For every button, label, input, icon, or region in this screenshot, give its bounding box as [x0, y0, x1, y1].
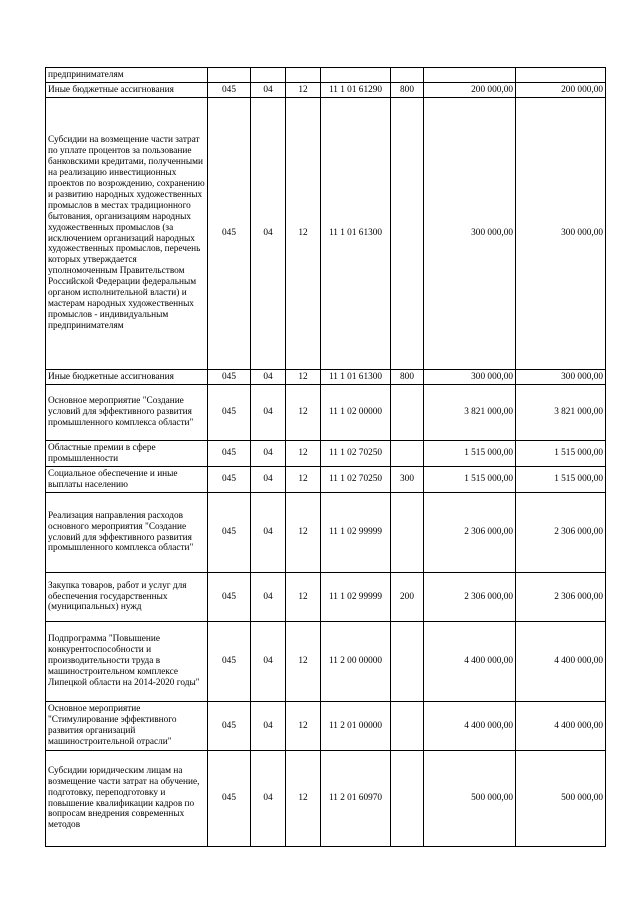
row-name-cell: Подпрограмма "Повышение конкурентоспособности и производительности труда в машиностроительном комплексе Липецкой области на 2014-2020 годы"	[46, 622, 208, 702]
subsection-code-cell: 12	[286, 573, 321, 622]
ministry-code-cell: 045	[208, 370, 251, 385]
ministry-code-cell: 045	[208, 622, 251, 702]
target-article-cell: 11 1 02 70250	[321, 441, 391, 467]
section-code-cell: 04	[251, 83, 286, 98]
target-article-cell: 11 1 02 00000	[321, 385, 391, 441]
expense-type-cell: 300	[391, 467, 424, 493]
table-row	[46, 751, 606, 847]
subsection-code-cell: 12	[286, 493, 321, 573]
expense-type-cell: 800	[391, 83, 424, 98]
table-row	[46, 622, 606, 702]
ministry-code-cell: 045	[208, 493, 251, 573]
expense-type-cell	[391, 622, 424, 702]
ministry-code-cell: 045	[208, 467, 251, 493]
amount-cell-2	[516, 68, 606, 83]
amount-cell-1: 300 000,00	[424, 370, 516, 385]
table-row	[46, 467, 606, 493]
subsection-code-cell	[286, 68, 321, 83]
amount-cell-2: 500 000,00	[516, 751, 606, 847]
amount-cell-2: 2 306 000,00	[516, 573, 606, 622]
table-body	[46, 68, 606, 847]
ministry-code-cell	[208, 68, 251, 83]
ministry-code-cell: 045	[208, 98, 251, 370]
amount-cell-1: 300 000,00	[424, 98, 516, 370]
row-name-cell: Основное мероприятие "Создание условий для эффективного развития промышленного комплекса области"	[46, 385, 208, 441]
amount-cell-1: 3 821 000,00	[424, 385, 516, 441]
table-row	[46, 370, 606, 385]
target-article-cell: 11 1 01 61300	[321, 370, 391, 385]
section-code-cell	[251, 68, 286, 83]
table-row	[46, 98, 606, 370]
target-article-cell: 11 2 01 00000	[321, 702, 391, 751]
ministry-code-cell: 045	[208, 385, 251, 441]
target-article-cell: 11 1 02 99999	[321, 493, 391, 573]
table-row	[46, 573, 606, 622]
ministry-code-cell: 045	[208, 702, 251, 751]
expense-type-cell	[391, 68, 424, 83]
amount-cell-2: 2 306 000,00	[516, 493, 606, 573]
section-code-cell: 04	[251, 467, 286, 493]
target-article-cell: 11 2 00 00000	[321, 622, 391, 702]
expense-type-cell	[391, 493, 424, 573]
amount-cell-2: 200 000,00	[516, 83, 606, 98]
row-name-cell: Реализация направления расходов основного мероприятия "Создание условий для эффективного развития промышленного комплекса области"	[46, 493, 208, 573]
amount-cell-2: 1 515 000,00	[516, 441, 606, 467]
subsection-code-cell: 12	[286, 467, 321, 493]
amount-cell-1: 1 515 000,00	[424, 441, 516, 467]
section-code-cell: 04	[251, 370, 286, 385]
row-name-cell: Социальное обеспечение и иные выплаты населению	[46, 467, 208, 493]
section-code-cell: 04	[251, 493, 286, 573]
table-row	[46, 441, 606, 467]
subsection-code-cell: 12	[286, 622, 321, 702]
expense-type-cell	[391, 385, 424, 441]
table-row	[46, 83, 606, 98]
ministry-code-cell: 045	[208, 83, 251, 98]
section-code-cell: 04	[251, 622, 286, 702]
target-article-cell: 11 1 02 99999	[321, 573, 391, 622]
ministry-code-cell: 045	[208, 441, 251, 467]
ministry-code-cell: 045	[208, 573, 251, 622]
subsection-code-cell: 12	[286, 83, 321, 98]
amount-cell-1: 2 306 000,00	[424, 573, 516, 622]
table-row	[46, 702, 606, 751]
row-name-cell: Областные премии в сфере промышленности	[46, 441, 208, 467]
row-name-cell: Основное мероприятие "Стимулирование эффективного развития организаций машиностроительной отрасли"	[46, 702, 208, 751]
amount-cell-2: 4 400 000,00	[516, 622, 606, 702]
table-row	[46, 68, 606, 83]
row-name-cell: Иные бюджетные ассигнования	[46, 370, 208, 385]
amount-cell-2: 1 515 000,00	[516, 467, 606, 493]
target-article-cell: 11 1 01 61300	[321, 98, 391, 370]
target-article-cell: 11 2 01 60970	[321, 751, 391, 847]
section-code-cell: 04	[251, 441, 286, 467]
amount-cell-1: 4 400 000,00	[424, 622, 516, 702]
amount-cell-2: 3 821 000,00	[516, 385, 606, 441]
section-code-cell: 04	[251, 98, 286, 370]
row-name-cell: Иные бюджетные ассигнования	[46, 83, 208, 98]
amount-cell-2: 300 000,00	[516, 98, 606, 370]
expense-type-cell	[391, 98, 424, 370]
target-article-cell: 11 1 01 61290	[321, 83, 391, 98]
expense-type-cell: 200	[391, 573, 424, 622]
subsection-code-cell: 12	[286, 385, 321, 441]
section-code-cell: 04	[251, 702, 286, 751]
amount-cell-1: 4 400 000,00	[424, 702, 516, 751]
amount-cell-1: 200 000,00	[424, 83, 516, 98]
subsection-code-cell: 12	[286, 370, 321, 385]
section-code-cell: 04	[251, 385, 286, 441]
row-name-cell: Субсидии на возмещение части затрат по уплате процентов за пользование банковскими кредитами, полученными на реализацию инвестиционных проектов по возрождению, сохранению и развитию народных художественных промыслов в местах традиционного бытования, организациям народных художественных промыслов (за исключением организаций народных художественных промыслов, перечень которых утверждается уполномоченным Правительством Российской Федерации федеральным органом исполнительной власти) и мастерам народных художественных промыслов - индивидуальным предпринимателям	[46, 98, 208, 370]
table-row	[46, 385, 606, 441]
target-article-cell: 11 1 02 70250	[321, 467, 391, 493]
subsection-code-cell: 12	[286, 702, 321, 751]
amount-cell-1: 500 000,00	[424, 751, 516, 847]
expense-type-cell: 800	[391, 370, 424, 385]
amount-cell-1: 1 515 000,00	[424, 467, 516, 493]
amount-cell-1	[424, 68, 516, 83]
row-name-cell: Закупка товаров, работ и услуг для обеспечения государственных (муниципальных) нужд	[46, 573, 208, 622]
amount-cell-2: 4 400 000,00	[516, 702, 606, 751]
ministry-code-cell: 045	[208, 751, 251, 847]
expense-type-cell	[391, 702, 424, 751]
section-code-cell: 04	[251, 751, 286, 847]
target-article-cell	[321, 68, 391, 83]
row-name-cell: Субсидии юридическим лицам на возмещение части затрат на обучение, подготовку, переподготовку и повышение квалификации кадров по вопросам внедрения современных методов	[46, 751, 208, 847]
amount-cell-1: 2 306 000,00	[424, 493, 516, 573]
subsection-code-cell: 12	[286, 441, 321, 467]
expense-type-cell	[391, 751, 424, 847]
budget-table	[45, 67, 606, 847]
expense-type-cell	[391, 441, 424, 467]
row-name-cell: предпринимателям	[46, 68, 208, 83]
amount-cell-2: 300 000,00	[516, 370, 606, 385]
subsection-code-cell: 12	[286, 751, 321, 847]
subsection-code-cell: 12	[286, 98, 321, 370]
table-row	[46, 493, 606, 573]
section-code-cell: 04	[251, 573, 286, 622]
